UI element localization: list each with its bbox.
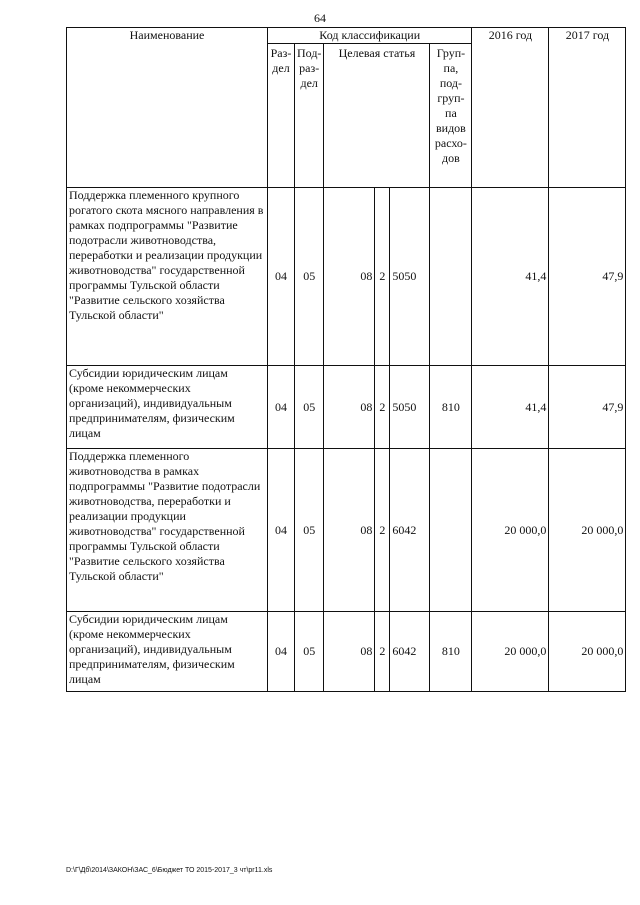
row-amount-2016: 41,4 xyxy=(472,188,549,366)
row-podrazdel: 05 xyxy=(295,449,324,612)
row-target-program: 08 xyxy=(324,449,375,612)
row-target-subprogram: 2 xyxy=(375,449,390,612)
row-group: 810 xyxy=(430,612,472,692)
file-path-footer: D:\Г\Дб\2014\ЗАКОН\ЗАС_6\Бюджет ТО 2015-2017_3 чт\pr11.xls xyxy=(66,867,273,874)
header-razdel: Раз-дел xyxy=(268,44,295,188)
row-target-program: 08 xyxy=(324,188,375,366)
row-target-direction: 5050 xyxy=(390,366,430,449)
row-name: Субсидии юридическим лицам (кроме некоммерческих организаций), индивидуальным предпринимателям, физическим лицам xyxy=(67,366,268,449)
row-podrazdel: 05 xyxy=(295,612,324,692)
row-amount-2016: 20 000,0 xyxy=(472,612,549,692)
row-podrazdel: 05 xyxy=(295,188,324,366)
row-target-direction: 6042 xyxy=(390,449,430,612)
row-target-program: 08 xyxy=(324,612,375,692)
table-row xyxy=(67,188,626,366)
row-name: Поддержка племенного крупного рогатого скота мясного направления в рамках подпрограммы "Развитие подотрасли животноводства, переработки и реализации продукции животноводства" государственной программы Тульской области "Развитие сельского хозяйства Тульской области" xyxy=(67,188,268,366)
row-amount-2016: 41,4 xyxy=(472,366,549,449)
row-amount-2017: 20 000,0 xyxy=(549,449,626,612)
header-year-2017: 2017 год xyxy=(549,28,626,188)
page-number: 64 xyxy=(314,11,326,25)
row-amount-2017: 47,9 xyxy=(549,366,626,449)
row-razdel: 04 xyxy=(268,366,295,449)
row-amount-2016: 20 000,0 xyxy=(472,449,549,612)
header-code-group: Код классификации xyxy=(268,28,472,44)
header-target: Целевая статья xyxy=(324,44,430,188)
row-name: Субсидии юридическим лицам (кроме некоммерческих организаций), индивидуальным предпринимателям, физическим лицам xyxy=(67,612,268,692)
row-target-program: 08 xyxy=(324,366,375,449)
row-target-subprogram: 2 xyxy=(375,366,390,449)
header-name: Наименование xyxy=(67,28,268,188)
row-podrazdel: 05 xyxy=(295,366,324,449)
table-row xyxy=(67,449,626,612)
row-target-direction: 6042 xyxy=(390,612,430,692)
row-razdel: 04 xyxy=(268,188,295,366)
row-amount-2017: 47,9 xyxy=(549,188,626,366)
row-target-direction: 5050 xyxy=(390,188,430,366)
row-amount-2017: 20 000,0 xyxy=(549,612,626,692)
row-name: Поддержка племенного животноводства в рамках подпрограммы "Развитие подотрасли животноводства, переработки и реализации продукции животноводства" государственной программы Тульской области "Развитие сельского хозяйства Тульской области" xyxy=(67,449,268,612)
row-razdel: 04 xyxy=(268,612,295,692)
table-row xyxy=(67,612,626,692)
row-group xyxy=(430,188,472,366)
row-group: 810 xyxy=(430,366,472,449)
row-target-subprogram: 2 xyxy=(375,188,390,366)
row-razdel: 04 xyxy=(268,449,295,612)
row-target-subprogram: 2 xyxy=(375,612,390,692)
row-group xyxy=(430,449,472,612)
budget-table xyxy=(66,27,626,692)
table-row xyxy=(67,366,626,449)
header-podrazdel: Под-раз-дел xyxy=(295,44,324,188)
header-group: Груп-па, под-груп-па видов расхо-дов xyxy=(430,44,472,188)
header-year-2016: 2016 год xyxy=(472,28,549,188)
